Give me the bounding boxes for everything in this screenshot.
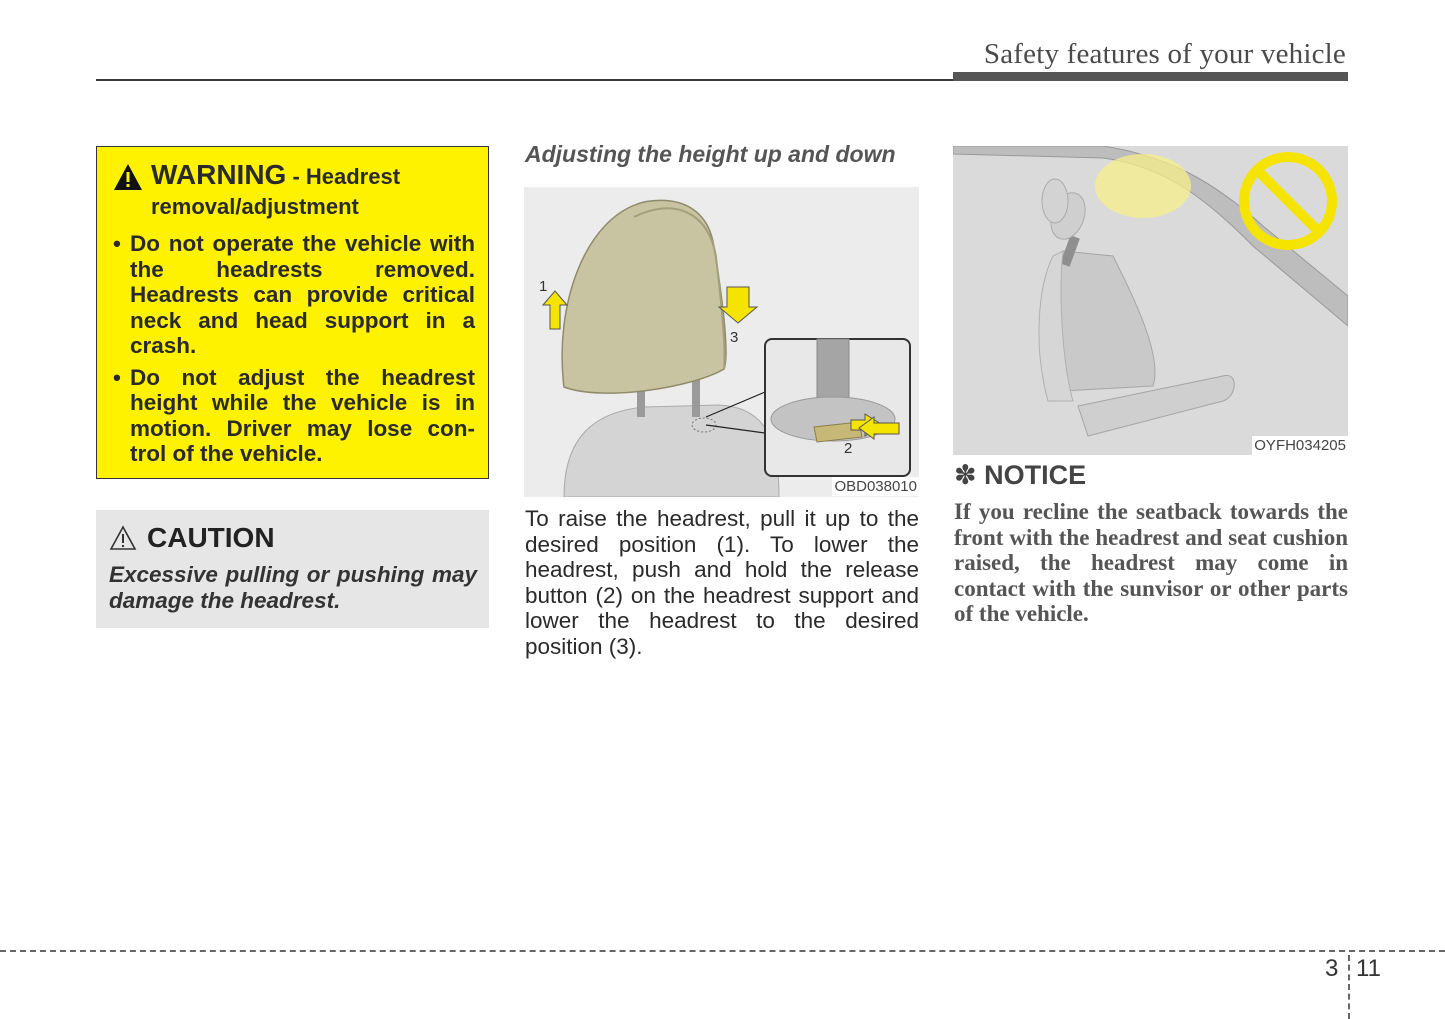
headrest-adjust-figure <box>524 187 919 497</box>
caution-body: Excessive pulling or pushing may damage the headrest. <box>109 562 477 613</box>
callout-1: 1 <box>539 278 548 295</box>
section-body: To raise the headrest, pull it up to the desired position (1). To lower the headrest, push and hold the release button (2) on the headrest support and lower the headrest to the desired position (3). <box>525 506 919 659</box>
warning-title <box>151 161 400 223</box>
footer-divider <box>1348 955 1350 1019</box>
caution-triangle-icon <box>109 525 137 551</box>
warning-list <box>113 231 475 467</box>
callout-3: 3 <box>730 329 739 346</box>
notice-body: If you recline the seatback towards the front with the headrest and seat cushion raised, the headrest may come in contact with the sunvisor or other parts of the vehicle. <box>954 499 1348 626</box>
callout-2: 2 <box>844 440 853 457</box>
recline-warning-figure <box>953 146 1348 455</box>
warning-box <box>96 146 489 479</box>
page-number: 11 <box>1356 955 1381 982</box>
warning-title-row <box>113 161 475 223</box>
footer-rule <box>0 950 1445 952</box>
caution-box <box>96 510 489 628</box>
warning-item: • Do not adjust the headrest height while the vehicle is in motion. Driver may lose con-trol of the vehicle. <box>113 365 475 467</box>
chapter-number: 3 <box>1325 955 1339 982</box>
warning-subject-2: removal/adjustment <box>151 194 359 219</box>
caution-title-row <box>109 522 477 554</box>
headrest-illustration <box>524 187 919 497</box>
figure-code: OBD038010 <box>834 478 917 495</box>
section-heading: Adjusting the height up and down <box>525 141 896 167</box>
warning-triangle-icon <box>113 163 143 191</box>
recline-illustration <box>953 146 1348 455</box>
caution-title: CAUTION <box>147 522 275 553</box>
header-accent-bar <box>953 72 1348 81</box>
warning-subject-1: - Headrest <box>286 164 401 189</box>
warning-label: WARNING <box>151 159 287 190</box>
page-header-title: Safety features of your vehicle <box>983 38 1346 70</box>
notice-title: ✽ NOTICE <box>954 460 1087 490</box>
figure-code: OYFH034205 <box>1254 437 1346 454</box>
warning-item: • Do not operate the vehicle with the headrests removed. Headrests can provide critical neck and head support in a crash. <box>113 231 475 359</box>
